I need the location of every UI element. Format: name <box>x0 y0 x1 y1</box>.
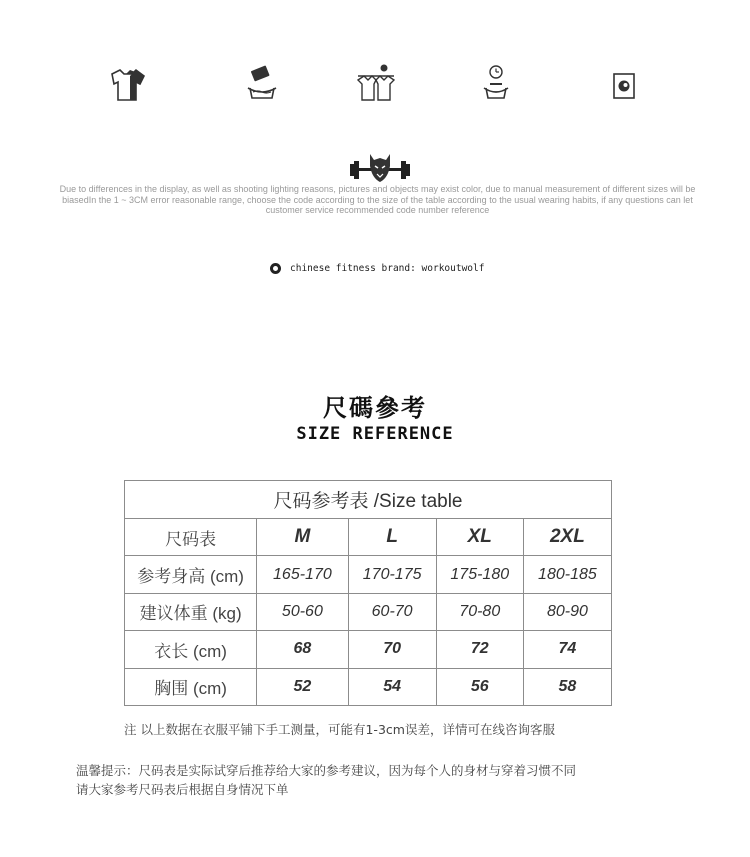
row-label: 胸围 (cm) <box>125 668 257 705</box>
table-row <box>125 593 612 630</box>
table-cell: 74 <box>523 631 611 668</box>
wolf-barbell-logo-icon <box>348 148 412 188</box>
hanging-dry-icon <box>354 62 398 106</box>
brand-text: chinese fitness brand: workoutwolf <box>290 262 485 274</box>
table-cell: 72 <box>436 631 523 668</box>
table-cell: 165-170 <box>257 556 348 593</box>
tumble-dry-icon <box>602 62 646 106</box>
size-header: XL <box>436 519 523 556</box>
table-cell: 58 <box>523 668 611 705</box>
table-row <box>125 668 612 705</box>
size-header: L <box>348 519 436 556</box>
table-cell: 70 <box>348 631 436 668</box>
table-cell: 56 <box>436 668 523 705</box>
tshirt-icon <box>104 62 148 106</box>
sizing-tip <box>76 761 676 799</box>
row-label: 衣长 (cm) <box>125 631 257 668</box>
table-cell: 180-185 <box>523 556 611 593</box>
table-row <box>125 556 612 593</box>
page-title-english: SIZE REFERENCE <box>296 424 454 444</box>
table-cell: 80-90 <box>523 593 611 630</box>
measurement-note: 注 以上数据在衣服平铺下手工测量，可能有1-3cm误差，详情可在线咨询客服 <box>124 722 555 737</box>
row-label: 参考身高 (cm) <box>125 556 257 593</box>
sizing-tip-line: 温馨提示：尺码表是实际试穿后推荐给大家的参考建议，因为每个人的身材与穿着习惯不同 <box>76 763 577 778</box>
brand-line <box>270 261 484 275</box>
table-cell: 54 <box>348 668 436 705</box>
size-table <box>124 480 612 706</box>
disclaimer-text: Due to differences in the display, as well as shooting lighting reasons, pictures and objects may exist color, due to manual measurement of different sizes will be biasedIn the 1 ~ 3CM error reasonable range, choose the code according to the size of the table according to the usual wearing habits, if any questions can let customer service recommended code number reference <box>59 184 696 215</box>
table-cell: 60-70 <box>348 593 436 630</box>
table-cell: 175-180 <box>436 556 523 593</box>
page-title-chinese: 尺碼參考 <box>323 394 427 422</box>
table-cell: 170-175 <box>348 556 436 593</box>
timed-wash-icon <box>474 62 518 106</box>
hand-wash-icon <box>240 62 284 106</box>
row-label: 建议体重 (kg) <box>125 593 257 630</box>
table-corner-label: 尺码表 <box>125 519 257 556</box>
table-cell: 70-80 <box>436 593 523 630</box>
table-header-row <box>125 519 612 556</box>
table-cell: 68 <box>257 631 348 668</box>
sizing-tip-line: 请大家参考尺码表后根据自身情况下单 <box>76 782 289 797</box>
table-caption: 尺码参考表 /Size table <box>125 481 612 519</box>
size-header: 2XL <box>523 519 611 556</box>
table-cell: 50-60 <box>257 593 348 630</box>
table-cell: 52 <box>257 668 348 705</box>
size-header: M <box>257 519 348 556</box>
table-row <box>125 631 612 668</box>
table-caption-row <box>125 481 612 519</box>
brand-bullet-icon <box>270 263 281 274</box>
